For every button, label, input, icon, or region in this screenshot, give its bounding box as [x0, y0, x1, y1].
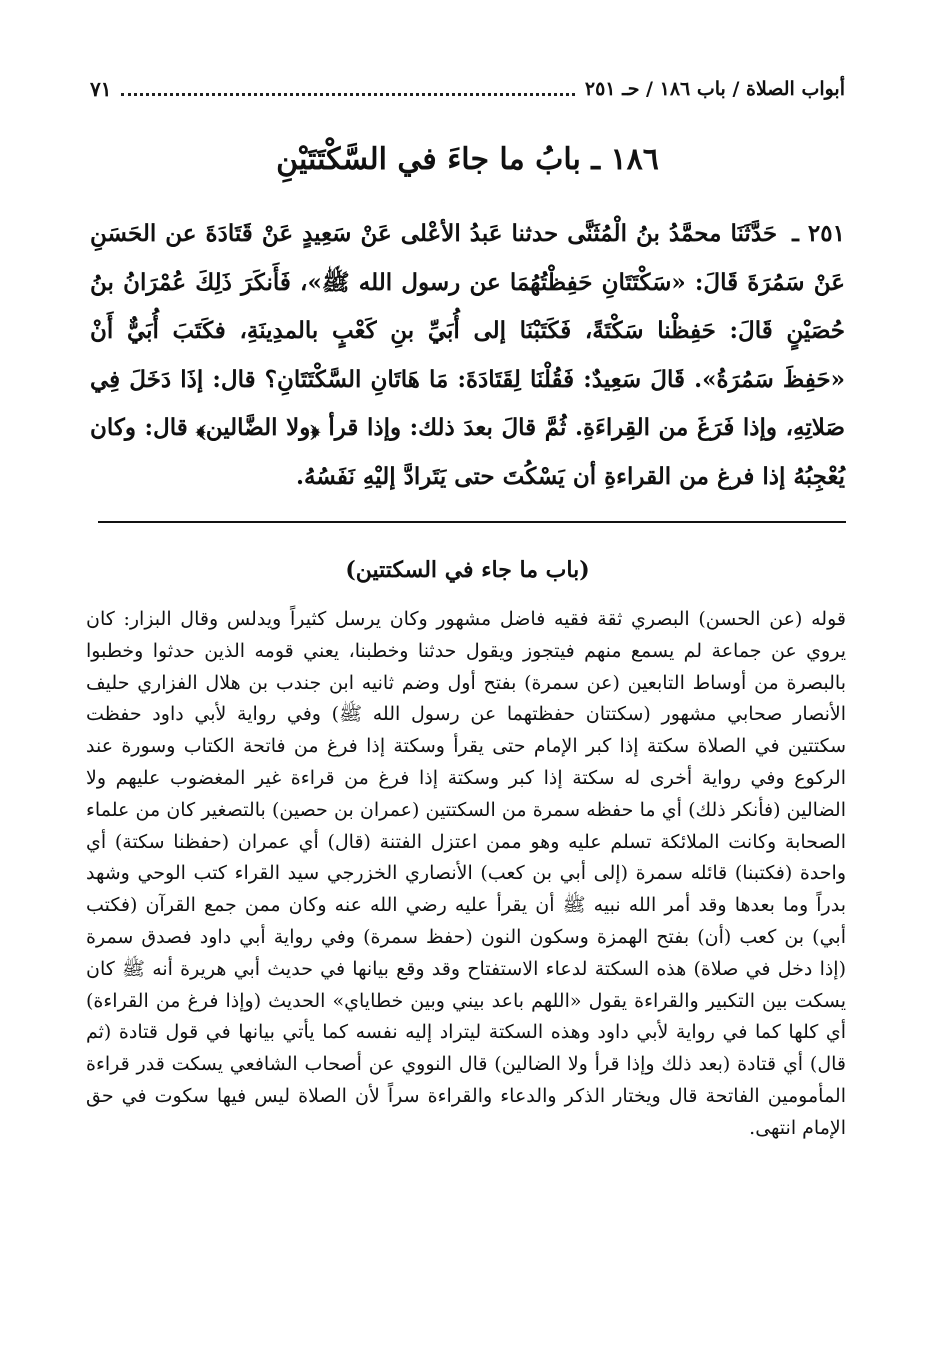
hadith-text-block [90, 210, 845, 501]
hadith-number: ٢٥١ ـ [792, 220, 845, 247]
leader-dots [121, 83, 574, 96]
page-number: ٧١ [90, 77, 112, 101]
hadith-text: حَدَّثَنَا محمَّدُ بنُ الْمُثَنَّى حدثنا عَبدُ الأعْلى عَنْ سَعِيدٍ عَنْ قَتَادَةَ عن الحَسَنِ عَنْ سَمُرَةَ قَالَ: «سَكْتَتَانِ حَفِظْتُهُمَا عن رسول الله ﷺ»، فَأَنكَرَ ذَلِكَ عُمْرَانُ بنُ حُصَيْنٍ قَالَ: حَفِظْنا سَكْتَةً، فَكَتَبْنَا إلى أُبَيِّ بنِ كَعْبٍ بالمدِينَةِ، فكَتَبَ أُبَيٌّ أَنْ «حَفِظَ سَمُرَةُ». قَالَ سَعِيدٌ: فَقُلْنَا لِقَتَادَةَ: مَا هَاتَانِ السَّكْتَتَانِ؟ قال: إذَا دَخَلَ فِي صَلاتِهِ، وإذا فَرَغَ من القِراءَةِ. ثُمَّ قالَ بعدَ ذلك: وإذا قرأ ﴿ولا الضَّالين﴾ قال: وكان يُعْجِبُهُ إذا فرغ من القراءةِ أن يَسْكُتَ حتى يَتَرادَّ إليْهِ نَفَسُهُ. [90, 220, 845, 490]
running-header-title: أبواب الصلاة / باب ١٨٦ / حـ ٢٥١ [584, 78, 845, 100]
commentary-title: (باب ما جاء في السكتتين) [345, 557, 590, 583]
chapter-title: ١٨٦ ـ بابُ ما جاءَ في السَّكْتَتَيْنِ [276, 142, 659, 177]
commentary-text: قوله (عن الحسن) البصري ثقة فقيه فاضل مشهور وكان يرسل كثيراً ويدلس وقال البزار: كان يروي عن جماعة لم يسمع منهم فيتجوز ويقول حدثنا وخطبنا، يعني قومه الذين حدثوا وخطبوا بالبصرة من أوساط التابعين (عن سمرة) بفتح أول وضم ثانيه ابن جندب بن هلال الفزاري حليف الأنصار صحابي مشهور (سكتتان حفظتهما عن رسول الله ﷺ) وفي رواية لأبي داود حفظت سكتتين في الصلاة سكتة إذا كبر الإمام حتى يقرأ وسكتة إذا فرغ من فاتحة الكتاب وسورة عند الركوع وفي رواية أخرى له سكتة إذا كبر وسكتة إذا فرغ من قراءة غير المغضوب عليهم ولا الضالين (فأنكر ذلك) أي ما حفظه سمرة من السكتتين (عمران بن حصين) بالتصغير كان من علماء الصحابة وكانت الملائكة تسلم عليه وهو ممن اعتزل الفتنة (قال) أي عمران (حفظنا سكتة) أي واحدة (فكتبنا) قائله سمرة (إلى أبي بن كعب) الأنصاري الخزرجي سيد القراء كتب الوحي وشهد بدراً وما بعدها وقد أمر الله نبيه ﷺ أن يقرأ عليه رضي الله عنه وكان ممن جمع القرآن (فكتب أبي) بن كعب (أن) بفتح الهمزة وسكون النون (حفظ سمرة) وفي رواية أبي داود فصدق سمرة (إذا دخل في صلاة) هذه السكتة لدعاء الاستفتاح وقد وقع بيانها في حديث أبي هريرة أنه ﷺ كان يسكت بين التكبير والقراءة يقول «اللهم باعد بيني وبين خطاياي» الحديث (وإذا فرغ من القراءة) أي كلها كما في رواية لأبي داود وهذه السكتة ليتراد إليه نفسه كما يأتي بيانها في قول قتادة (ثم قال) أي قتادة (بعد ذلك وإذا قرأ ولا الضالين) قال النووي عن أصحاب الشافعي يسكت قدر قراءة المأمومين الفاتحة قال ويختار الذكر والدعاء والقراءة سراً لأن الصلاة ليس فيها سكوت في حق الإمام انتهى. [86, 608, 846, 1139]
running-header [90, 72, 845, 106]
section-divider [98, 521, 846, 523]
